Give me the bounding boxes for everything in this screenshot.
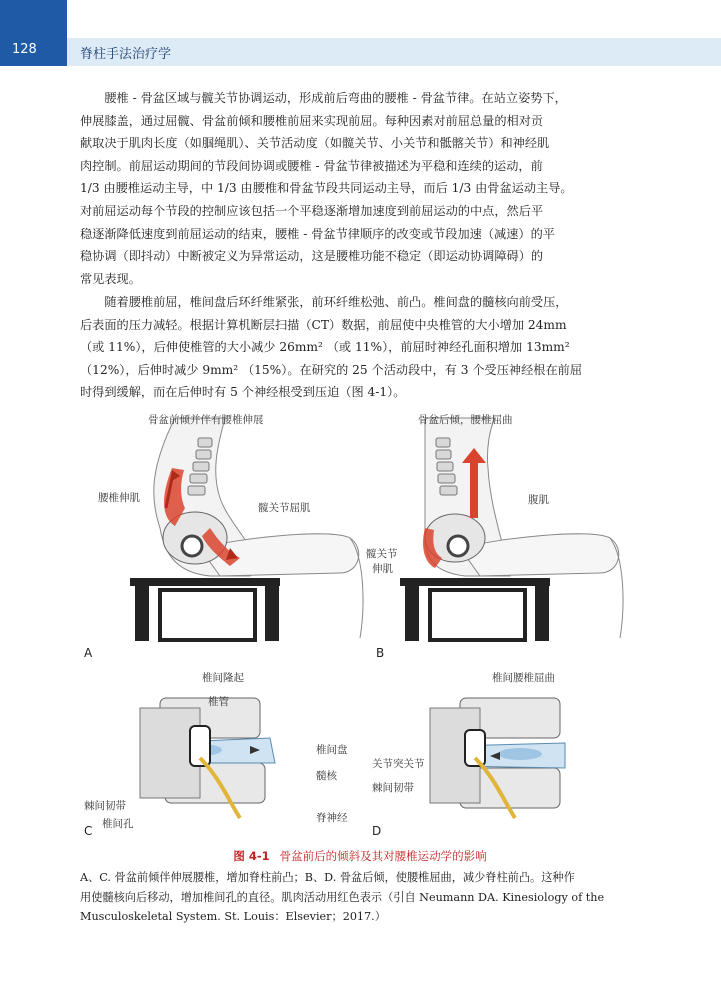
figure-illustration [80,408,640,838]
figure-4-1 [80,408,640,838]
label-facet-joint: 关节突关节 [372,758,425,770]
panel-b-illustration [400,418,623,641]
label-abdominal: 腹肌 [528,494,549,506]
caption-line: Musculoskeletal System. St. Louis：Elsevier；2017.） [80,910,386,923]
text-line: （12%），后伸时减少 9mm² （15%）。在研究的 25 个活动段中，有 3 个受压神经根在前屈 [80,362,583,377]
panel-a-illustration [130,418,363,641]
label-foramen: 椎间孔 [102,818,134,830]
book-title: 脊柱手法治疗学 [80,47,172,62]
figure-caption-title [80,848,640,864]
figure-number: 图 4-1 [233,849,270,863]
text-line: 伸展膝盖，通过屈髋、骨盆前倾和腰椎前屈来实现前屈。每种因素对前屈总量的相对贡 [80,113,544,128]
text-line: 常见表现。 [80,271,141,286]
panel-c-illustration [140,698,275,818]
paragraph-2 [80,291,640,404]
label-interspinous-ligament: 棘间韧带 [84,800,126,812]
panel-c-letter: C [84,824,93,838]
panel-b-title: 骨盆后倾，腰椎屈曲 [418,414,513,426]
label-hip-flexor: 髋关节屈肌 [258,502,311,514]
label-disc: 椎间盘 [316,744,348,756]
text-line: 对前屈运动每个节段的控制应该包括一个平稳逐渐增加速度到前屈运动的中点，然后平 [80,203,544,218]
text-line: 时得到缓解，而在后伸时有 5 个神经根受到压迫（图 4-1）。 [80,385,406,400]
page-number: 128 [12,42,37,57]
page-header [0,0,721,66]
panel-d-illustration [430,698,565,818]
label-interspinous-ligament-d: 棘间韧带 [372,782,414,794]
label-hip-joint: 髋关节 [366,548,398,560]
label-nucleus: 髓核 [316,770,337,782]
text-line: 肉控制。前屈运动期间的节段间协调或腰椎 - 骨盆节律被描述为平稳和连续的运动，前 [80,158,543,173]
panel-a-letter: A [84,646,93,660]
text-line: （或 11%），后伸使椎管的大小减少 26mm² （或 11%），前屈时神经孔面积增加 13mm² [80,340,570,355]
label-spinal-nerve: 脊神经 [316,812,348,824]
panel-b-letter: B [376,646,385,660]
figure-caption-body [80,868,640,927]
text-line: 1/3 由腰椎运动主导，中 1/3 由腰椎和骨盆节段共同运动主导，而后 1/3 由骨盆运动主导。 [80,181,573,196]
panel-d-letter: D [372,824,382,838]
text-line: 稳协调（即抖动）中断被定义为异常运动，这是腰椎功能不稳定（即运动协调障碍）的 [80,249,544,264]
text-line: 随着腰椎前屈，椎间盘后环纤维紧张，前环纤维松弛、前凸。椎间盘的髓核向前受压， [80,295,568,309]
caption-line: 用使髓核向后移动，增加椎间孔的直径。肌肉活动用红色表示（引自 Neumann DA. Kinesiology of the [80,890,605,904]
caption-line: A、C. 骨盆前倾伴伸展腰椎，增加脊柱前凸；B、D. 骨盆后倾，使腰椎屈曲，减少脊柱前凸。这种作 [80,871,575,884]
figure-title: 骨盆前后的倾斜及其对腰椎运动学的影响 [279,849,487,863]
text-line: 稳逐渐降低速度到前屈运动的结束，腰椎 - 骨盆节律顺序的改变或节段加速（减速）的平 [80,226,555,241]
panel-c-title: 椎间隆起 [202,672,244,684]
label-extensor: 伸肌 [372,563,393,575]
text-line: 后表面的压力减轻。根据计算机断层扫描（CT）数据，前屈使中央椎管的大小增加 24mm [80,317,567,332]
panel-d-title: 椎间腰椎屈曲 [492,672,555,684]
panel-a-title: 骨盆前倾并伴有腰椎伸展 [148,414,264,426]
paragraph-1 [80,87,640,290]
text-line: 腰椎 - 骨盆区域与髋关节协调运动，形成前后弯曲的腰椎 - 骨盆节律。在站立姿势下， [80,91,567,105]
text-line: 献取决于肌肉长度（如腘绳肌）、关节活动度（如髋关节、小关节和骶髂关节）和神经肌 [80,136,550,151]
label-spinal-canal: 椎管 [208,696,229,708]
label-lumbar-extensor: 腰椎伸肌 [98,492,140,504]
